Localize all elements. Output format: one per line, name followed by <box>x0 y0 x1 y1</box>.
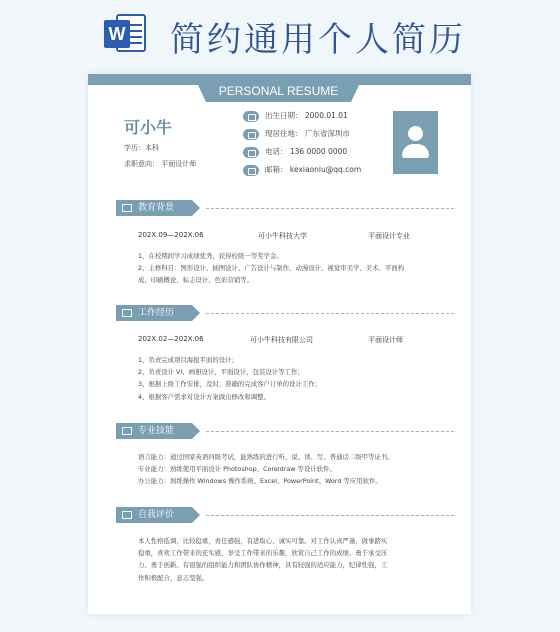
top-banner <box>0 0 560 62</box>
contact-email: 邮箱： kexiaoniu@qq.com <box>243 164 361 176</box>
section-self-header: 自我评价 <box>116 507 454 523</box>
phone-icon <box>243 147 259 158</box>
mail-icon <box>243 165 259 176</box>
section-education-header: 教育背景 <box>116 200 454 216</box>
education-details: 1、在校期间学习成绩优秀，获得校级一等奖学金。 2、主修科目：图形设计、插图设计、广告设计与制作、动漫设计、视觉审美学、美术、平面构 成、印刷概论、标志设计、色彩营销等。 <box>138 252 405 285</box>
education-level: 学历：本科 <box>124 144 159 152</box>
job-intention: 求职意向： 平面设计师 <box>124 160 197 168</box>
word-logo-icon: W <box>104 12 148 56</box>
briefcase-icon <box>122 309 132 317</box>
banner-title: 简约通用个人简历 <box>170 20 466 60</box>
image-icon <box>122 427 132 435</box>
resume-tab-title: PERSONAL RESUME <box>206 80 351 102</box>
skills-details: 语言能力：通过国家英语四级考试，能熟练的进行听、说、读、写。普通话二级甲等证书。 专业能力：熟练使用平面设计 Photoshop、Coreldraw 等设计软件。 办公能力：熟练操作 Windows 操作系统、Excel、PowerPoint、Word 等应用软件。 <box>138 453 394 486</box>
person-icon <box>408 126 423 141</box>
section-skills-header: 专业技能 <box>116 423 454 439</box>
contact-residence: 现居住地： 广东省深圳市 <box>243 128 350 140</box>
work-details: 1、负责完成项目海报平面的设计； 2、负责设计 VI、画册设计，平面设计，包装设计等工作； 3、根据上级工作安排，及时、准确的完成客户订单的设计工作； 4、根据客户需求对设计方案做出修改和调整。 <box>138 356 322 401</box>
candidate-name: 可小牛 <box>124 118 173 137</box>
resume-paper: PERSONAL RESUME 可小牛 学历：本科 求职意向： 平面设计师 出生日期： 2000.01.01 现居住地： 广东省深圳市 电话： 136 0000 0000 邮箱： kexiaoniu@qq.com 教育背景 202X.09—202X.06 可小牛科技大学 平面设计专业 1、在校期间学习成绩优秀，获得校级一等奖学金。 2、主修科目：图形设计、插图设计、广告设计与制作、动漫设计、视觉审美学、美术、平面构 成、印刷概论、标志设计、色彩营销等。 工作经历 202X.02—202X.06 可小牛科技有限公司 平面设计师 1、负责完成项目海报平面的设计； 2、负责设计 VI、画册设计，平面设计，包装设计等工作； 3、根据上级工作安排，及时、准确的完成客户订单的设计工作； 4、根据客户需求对设计方案做出修改和调整。 专业技能 语言能力：通过国家英语四级考试，能熟练的进行听、说、读、写。普通话二级甲等证书。 专业能力：熟练使用平面设计 Photoshop、Coreldraw 等设计软件。 办公能力：熟练操作 Windows 操作系统、Excel、PowerPoint、Word 等应用软件。 自我评价 本人性格低调，比较稳重，责任感强，有进取心，诚实可靠。对工作认真严谨，做事踏实 稳重，喜欢工作带来的充实感，享受工作带来的乐趣，欣赏自己工作的成绩。勇于承受压 力、勇于创新。有很强的组织能力和团队协作精神，具有较强的适应能力，纪律性强，工 作积极配合，意志坚强。 <box>88 74 471 614</box>
document-icon <box>122 511 132 519</box>
self-evaluation-details: 本人性格低调，比较稳重，责任感强，有进取心，诚实可靠。对工作认真严谨，做事踏实 稳重，喜欢工作带来的充实感，享受工作带来的乐趣，欣赏自己工作的成绩。勇于承受压 力、勇于创新。有很强的组织能力和团队协作精神，具有较强的适应能力，纪律性强，工 作积极配合，意志坚强。 <box>138 537 388 582</box>
contact-birthdate: 出生日期： 2000.01.01 <box>243 110 348 122</box>
graduation-cap-icon <box>122 204 132 212</box>
avatar <box>393 111 438 174</box>
section-work-header: 工作经历 <box>116 305 454 321</box>
home-icon <box>243 129 259 140</box>
calendar-icon <box>243 111 259 122</box>
contact-phone: 电话： 136 0000 0000 <box>243 146 347 158</box>
